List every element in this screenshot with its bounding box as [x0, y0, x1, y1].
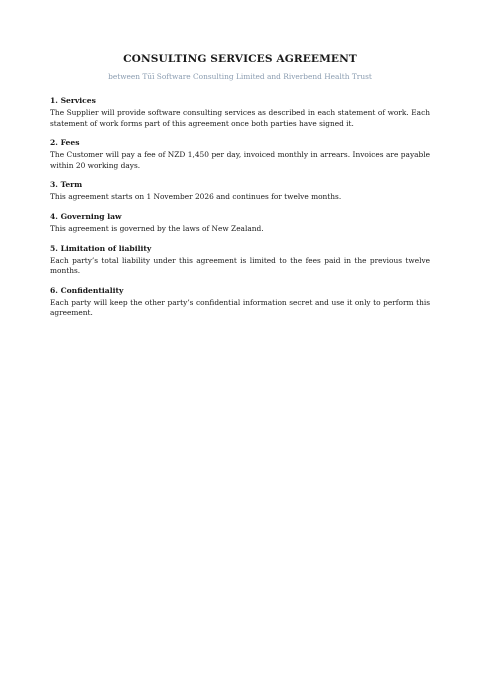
section-body: The Customer will pay a fee of NZD 1,450 per day, invoiced monthly in arrears. Invoices are payable within 20 working days. — [50, 150, 430, 170]
section-heading: 2. Fees — [50, 138, 80, 148]
section-body: This agreement is governed by the laws of New Zealand. — [50, 223, 264, 233]
document-subtitle: between Tūī Software Consulting Limited and Riverbend Health Trust — [108, 72, 372, 81]
section-confidentiality — [50, 286, 430, 319]
section-body: This agreement starts on 1 November 2026 and continues for twelve months. — [50, 192, 342, 202]
section-heading: 6. Confidentiality — [50, 285, 124, 295]
section-fees — [50, 138, 430, 171]
section-body: Each party’s total liability under this agreement is limited to the fees paid in the previous twelve months. — [50, 255, 430, 276]
section-heading: 1. Services — [50, 96, 96, 105]
section-body: Each party will keep the other party’s confidential information secret and use it only to perform this agreement. — [50, 297, 430, 318]
document-title: CONSULTING SERVICES AGREEMENT — [123, 53, 357, 65]
section-heading: 4. Governing law — [50, 211, 122, 221]
section-services — [50, 96, 430, 129]
section-term — [50, 180, 430, 203]
section-heading: 3. Term — [50, 180, 83, 190]
section-body: The Supplier will provide software consulting services as described in each statement of work. Each statement of work forms part of this agreement once both parties have signed it. — [50, 108, 430, 128]
section-heading: 5. Limitation of liability — [50, 243, 152, 253]
section-governing-law — [50, 212, 430, 235]
section-limitation-of-liability — [50, 244, 430, 277]
